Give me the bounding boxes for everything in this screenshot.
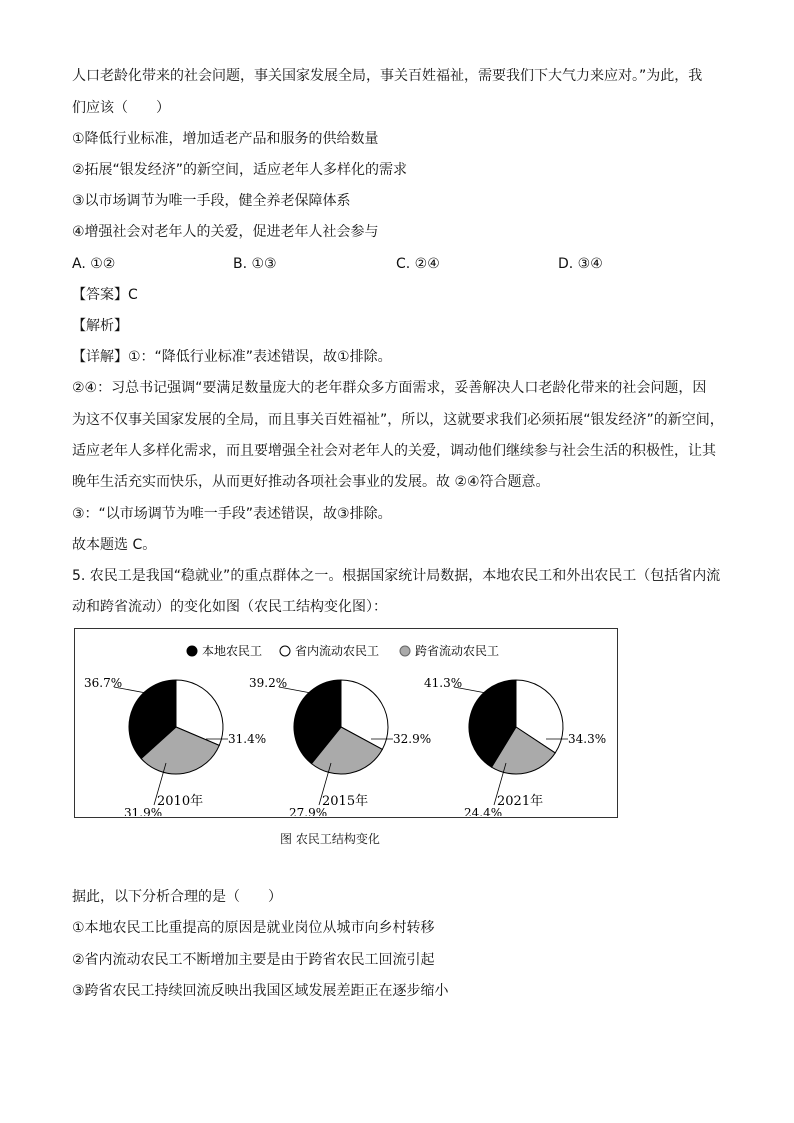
- q5-stem-line1: 5. 农民工是我国“稳就业”的重点群体之一。根据国家统计局数据，本地农民工和外出农民工（包括省内流: [72, 568, 721, 584]
- legend-label-cross-province: 跨省流动农民工: [415, 644, 500, 658]
- figure-caption: 图 农民工结构变化: [280, 832, 380, 846]
- pie-year-2010年: 2010年: [157, 794, 204, 809]
- legend-swatch-local: [187, 646, 197, 656]
- q4-item-2: ②拓展“银发经济”的新空间，适应老年人多样化的需求: [72, 162, 408, 178]
- pie-chart-svg: [75, 629, 616, 816]
- legend: [187, 643, 499, 658]
- pie-label-2015年-2: 27.9%: [289, 806, 328, 816]
- answer-value: C: [128, 287, 138, 303]
- pie-label-2021年-0: 41.3%: [424, 676, 463, 690]
- q4-option-d: D. ③④: [558, 256, 603, 272]
- q4-item-3: ③以市场调节为唯一手段，健全养老保障体系: [72, 193, 351, 209]
- detail-line-7: 故本题选 C。: [72, 537, 157, 553]
- pie-chart-figure: [74, 628, 618, 818]
- detail-line-6: ③：“以市场调节为唯一手段”表述错误，故③排除。: [72, 506, 392, 522]
- pie-label-2010年-2: 31.9%: [124, 806, 163, 816]
- pie-label-2015年-1: 32.9%: [393, 732, 432, 746]
- q4-stem-line2: 们应该（ ）: [72, 100, 170, 116]
- answer-label: 【答案】: [72, 287, 128, 303]
- q4-option-c: C. ②④: [396, 256, 440, 272]
- q4-item-4: ④增强社会对老年人的关爱，促进老年人社会参与: [72, 224, 379, 240]
- q4-option-b: B. ①③: [233, 256, 277, 272]
- pie-label-2010年-0: 36.7%: [84, 676, 123, 690]
- q4-option-a: A. ①②: [72, 256, 116, 272]
- detail-line-4: 适应老年人多样化需求，而且要增强全社会对老年人的关爱，调动他们继续参与社会生活的积极性，让其: [72, 443, 716, 459]
- legend-label-local: 本地农民工: [202, 644, 263, 658]
- q4-stem-line1: 人口老龄化带来的社会问题，事关国家发展全局，事关百姓福祉，需要我们下大气力来应对。”为此，我: [72, 68, 703, 84]
- detail-line-5: 晚年生活充实而快乐，从而更好推动各项社会事业的发展。故 ②④符合题意。: [72, 474, 550, 490]
- detail-line-1: 【详解】①：“降低行业标准”表述错误，故①排除。: [72, 349, 392, 365]
- legend-swatch-cross-province: [400, 646, 410, 656]
- pie-label-2021年-2: 24.4%: [464, 806, 503, 816]
- answer-line: [72, 285, 138, 305]
- legend-swatch-in-province: [280, 646, 290, 656]
- pie-label-2021年-1: 34.3%: [568, 732, 607, 746]
- pie-year-2015年: 2015年: [322, 794, 369, 809]
- pie-year-2021年: 2021年: [497, 794, 544, 809]
- pie-label-2010年-1: 31.4%: [228, 732, 267, 746]
- q5-stem-line2: 动和跨省流动）的变化如图（农民工结构变化图）：: [72, 599, 387, 615]
- analysis-label: 【解析】: [72, 318, 128, 334]
- q5-question: 据此，以下分析合理的是（ ）: [72, 889, 282, 905]
- pie-label-2015年-0: 39.2%: [249, 676, 288, 690]
- legend-label-in-province: 省内流动农民工: [295, 644, 380, 658]
- detail-line-3: 为这不仅事关国家发展的全局，而且事关百姓福祉”，所以，这就要求我们必须拓展“银发经济”的新空间，: [72, 412, 724, 428]
- q5-item-1: ①本地农民工比重提高的原因是就业岗位从城市向乡村转移: [72, 920, 435, 936]
- q5-item-2: ②省内流动农民工不断增加主要是由于跨省农民工回流引起: [72, 952, 435, 968]
- q4-item-1: ①降低行业标准，增加适老产品和服务的供给数量: [72, 131, 379, 147]
- q5-item-3: ③跨省农民工持续回流反映出我国区域发展差距正在逐步缩小: [72, 983, 449, 999]
- detail-line-2: ②④：习总书记强调“要满足数量庞大的老年群众多方面需求，妥善解决人口老龄化带来的社会问题，因: [72, 380, 707, 396]
